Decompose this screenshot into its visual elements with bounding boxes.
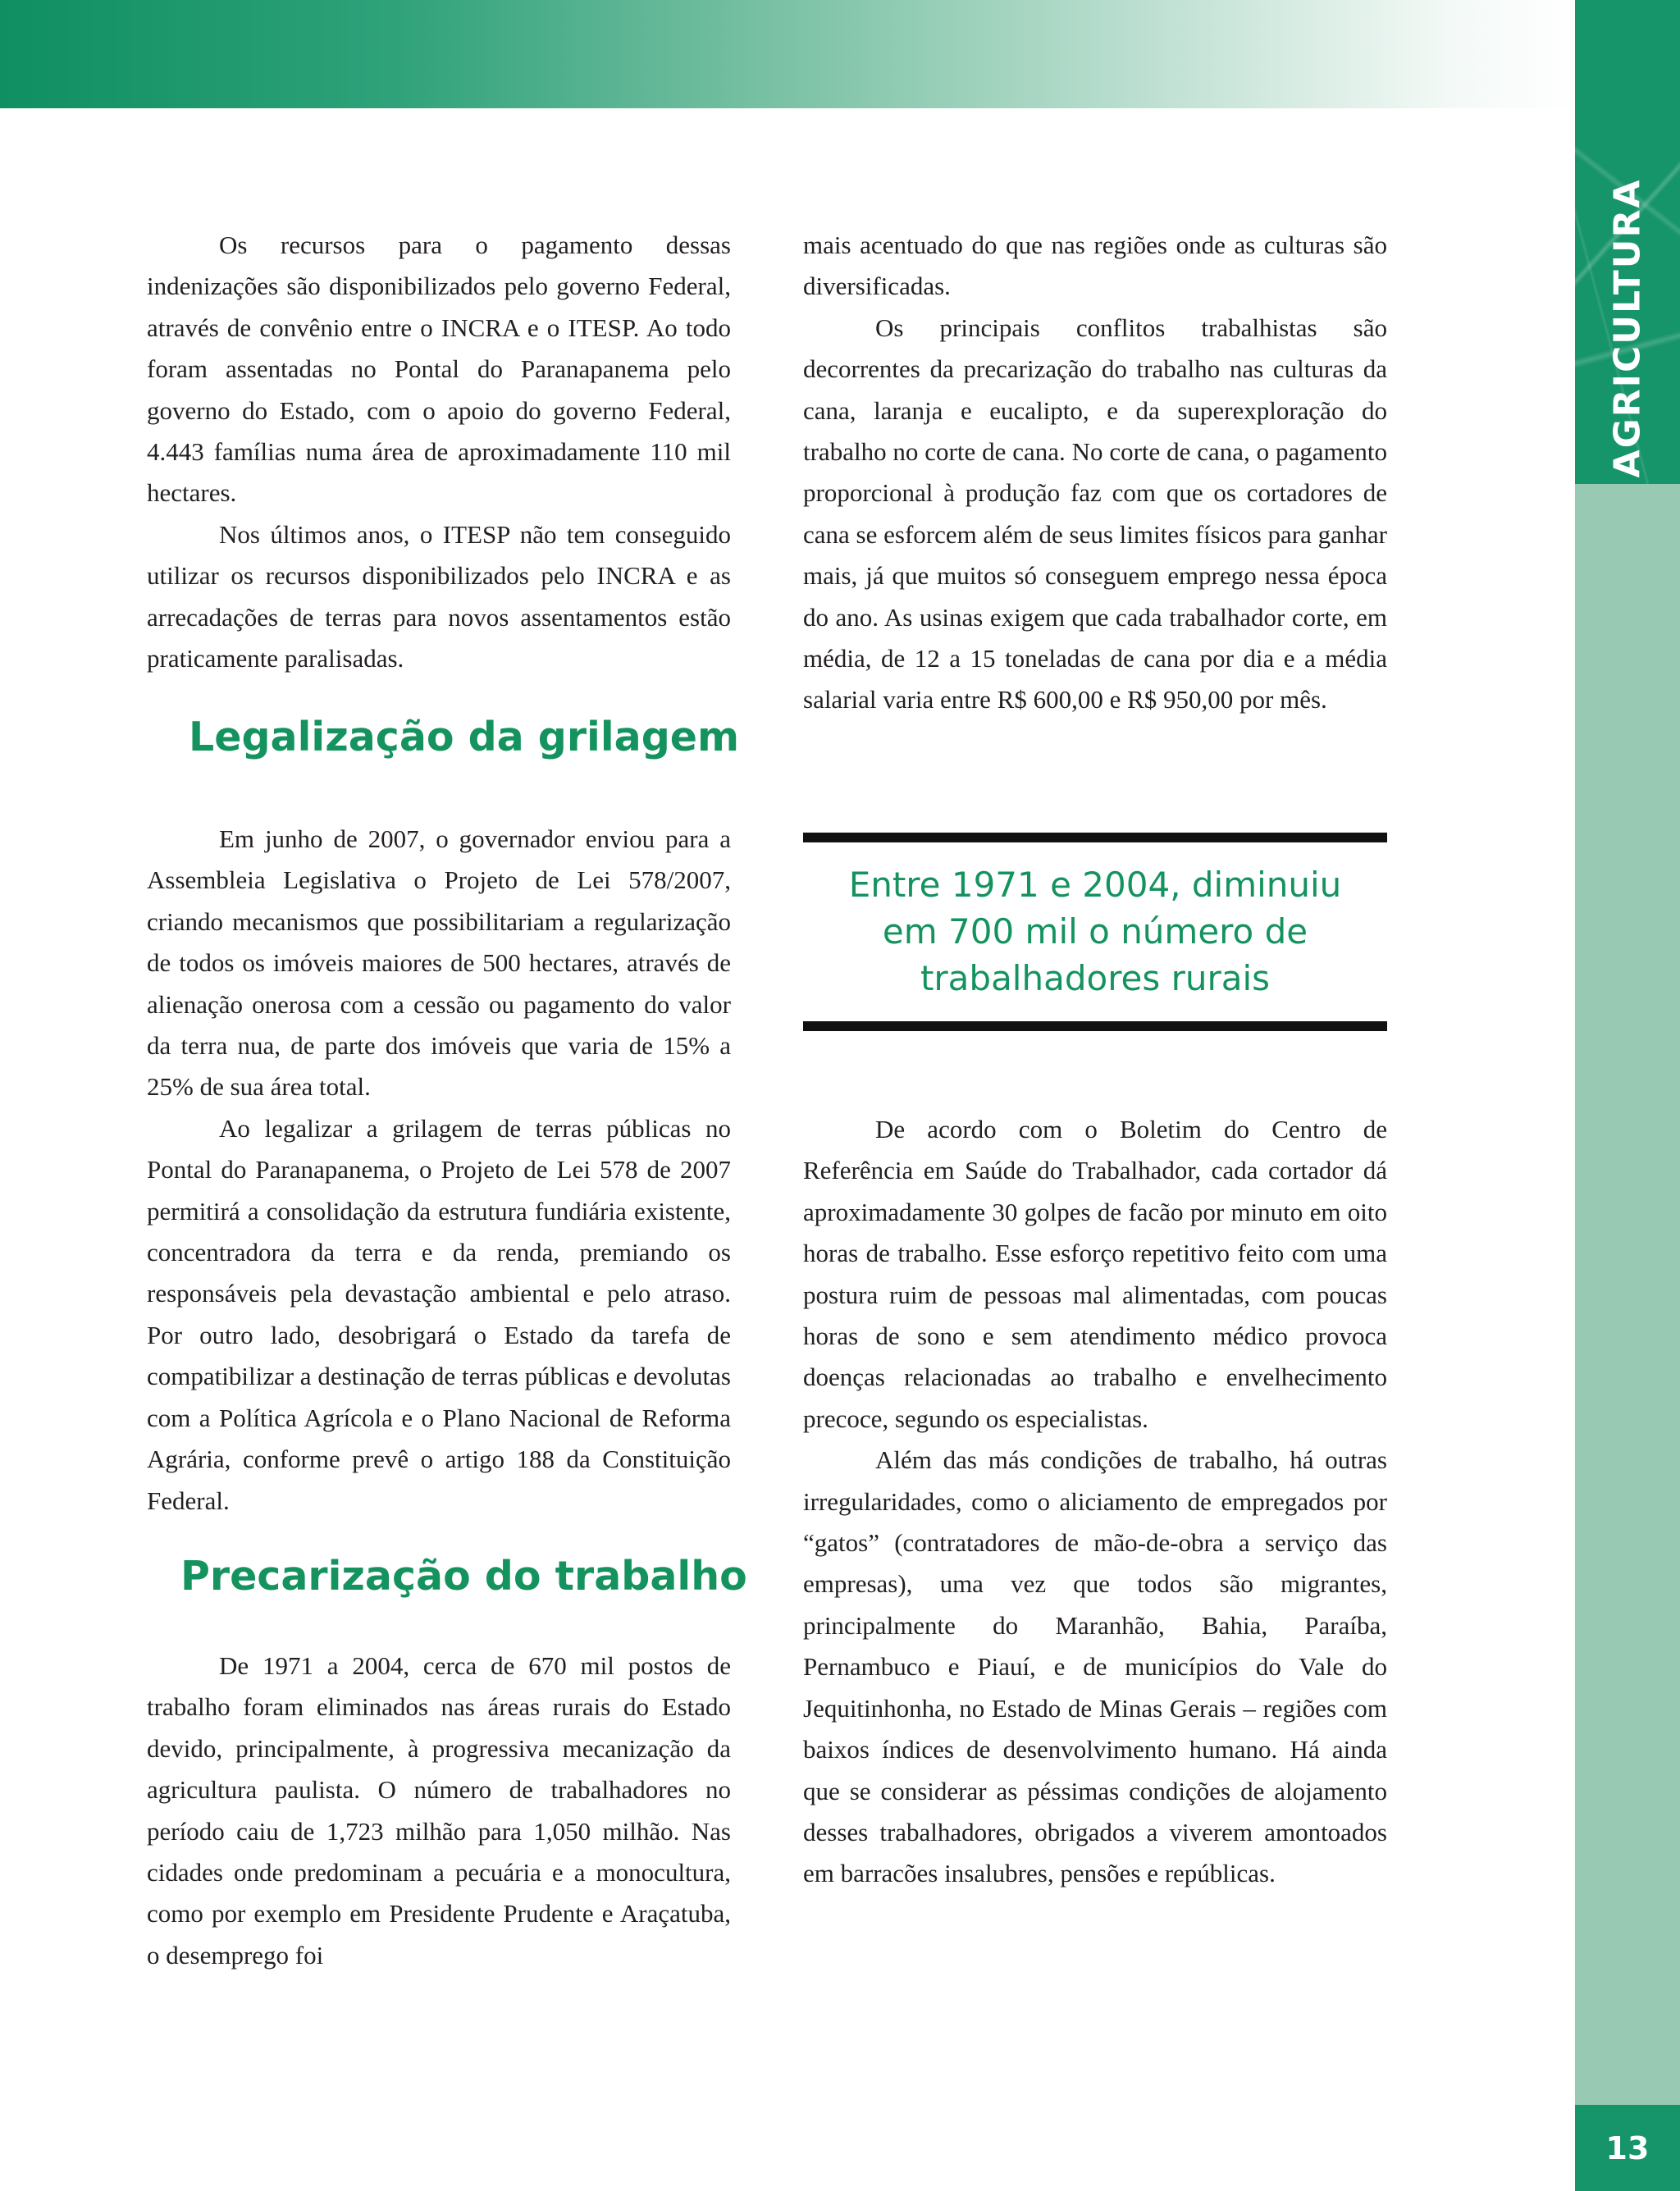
pull-quote-line: trabalhadores rurais — [920, 958, 1271, 998]
paragraph: Em junho de 2007, o governador enviou para a Assembleia Legislativa o Projeto de Lei 578/2007, criando mecanismos que possibilitariam a regularização de todos os imóveis maiores de 500 hectares, através de alienação onerosa com a cessão ou pagamento do valor da terra nua, de parte dos imóveis que varia de 15% a 25% de sua área total. — [147, 824, 731, 1102]
left-column-legalizacao — [147, 819, 731, 1522]
right-column-bottom — [803, 1109, 1387, 1895]
paragraph: De 1971 a 2004, cerca de 670 mil postos de trabalho foram eliminados nas áreas rurais do Estado devido, principalmente, à progressiva mecanização da agricultura paulista. O número de trabalhadores no período caiu de 1,723 milhão para 1,050 milhão. Nas cidades onde predominam a pecuária e a monocultura, como por exemplo em Presidente Prudente e Araçatuba, o desemprego foi — [147, 1651, 731, 1970]
pull-quote-bottom-rule — [803, 1021, 1387, 1031]
page-number: 13 — [1575, 2105, 1680, 2191]
top-gradient-banner — [0, 0, 1575, 108]
section-heading-precarizacao: Precarização do trabalho — [180, 1553, 747, 1600]
left-column-precarizacao — [147, 1646, 731, 1976]
paragraph: Os recursos para o pagamento dessas indenizações são disponibilizados pelo governo Federal, através de convênio entre o INCRA e o ITESP. Ao todo foram assentadas no Pontal do Paranapanema pelo governo do Estado, com o apoio do governo Federal, 4.443 famílias numa área de aproximadamente 110 mil hectares. — [147, 231, 731, 508]
paragraph: Nos últimos anos, o ITESP não tem conseguido utilizar os recursos disponibilizados pelo INCRA e as arrecadações de terras para novos assentamentos estão praticamente paralisadas. — [147, 519, 731, 673]
pull-quote-line: em 700 mil o número de — [882, 911, 1308, 952]
paragraph: De acordo com o Boletim do Centro de Referência em Saúde do Trabalhador, cada cortador dá aproximadamente 30 golpes de facão por minuto em oito horas de trabalho. Esse esforço repetitivo feito com uma postura ruim de pessoas mal alimentadas, com poucas horas de sono e sem atendimento médico provoca doenças relacionadas ao trabalho e envelhecimento precoce, segundo os especialistas. — [803, 1115, 1387, 1433]
right-column-top — [803, 225, 1387, 721]
pull-quote — [803, 861, 1387, 1002]
left-column-intro — [147, 225, 731, 679]
section-heading-legalizacao: Legalização da grilagem — [189, 714, 740, 760]
paragraph: Ao legalizar a grilagem de terras públicas no Pontal do Paranapanema, o Projeto de Lei 578 de 2007 permitirá a consolidação da estrutura fundiária existente, concentradora da terra e da renda, premiando os responsáveis pela devastação ambiental e pelo atraso. Por outro lado, desobrigará o Estado da tarefa de compatibilizar a destinação de terras públicas e devolutas com a Política Agrícola e o Plano Nacional de Reforma Agrária, conforme prevê o artigo 188 da Constituição Federal. — [147, 1113, 731, 1515]
paragraph: Os principais conflitos trabalhistas são decorrentes da precarização do trabalho nas culturas da cana, laranja e eucalipto, e da superexploração do trabalho no corte de cana. No corte de cana, o pagamento proporcional à produção faz com que os cortadores de cana se esforcem além de seus limites físicos para ganhar mais, já que muitos só conseguem emprego nessa época do ano. As usinas exigem que cada trabalhador corte, em média, de 12 a 15 toneladas de cana por dia e a média salarial varia entre R$ 600,00 e R$ 950,00 por mês. — [803, 313, 1387, 714]
pull-quote-top-rule — [803, 833, 1387, 842]
pull-quote-line: Entre 1971 e 2004, diminuiu — [848, 865, 1342, 905]
section-tab-label: AGRICULTURA — [1606, 178, 1649, 478]
paragraph-continued: mais acentuado do que nas regiões onde as culturas são diversificadas. — [803, 231, 1387, 301]
paragraph: Além das más condições de trabalho, há outras irregularidades, como o aliciamento de empregados por “gatos” (contratadores de mão-de-obra a serviço das empresas), uma vez que todos são migrantes, principalmente do Maranhão, Bahia, Paraíba, Pernambuco e Piauí, e de municípios do Vale do Jequitinhonha, no Estado de Minas Gerais – regiões com baixos índices de desenvolvimento humano. Há ainda que se considerar as péssimas condições de alojamento desses trabalhadores, obrigados a viverem amontoados em barracões insalubres, pensões e repúblicas. — [803, 1445, 1387, 1888]
